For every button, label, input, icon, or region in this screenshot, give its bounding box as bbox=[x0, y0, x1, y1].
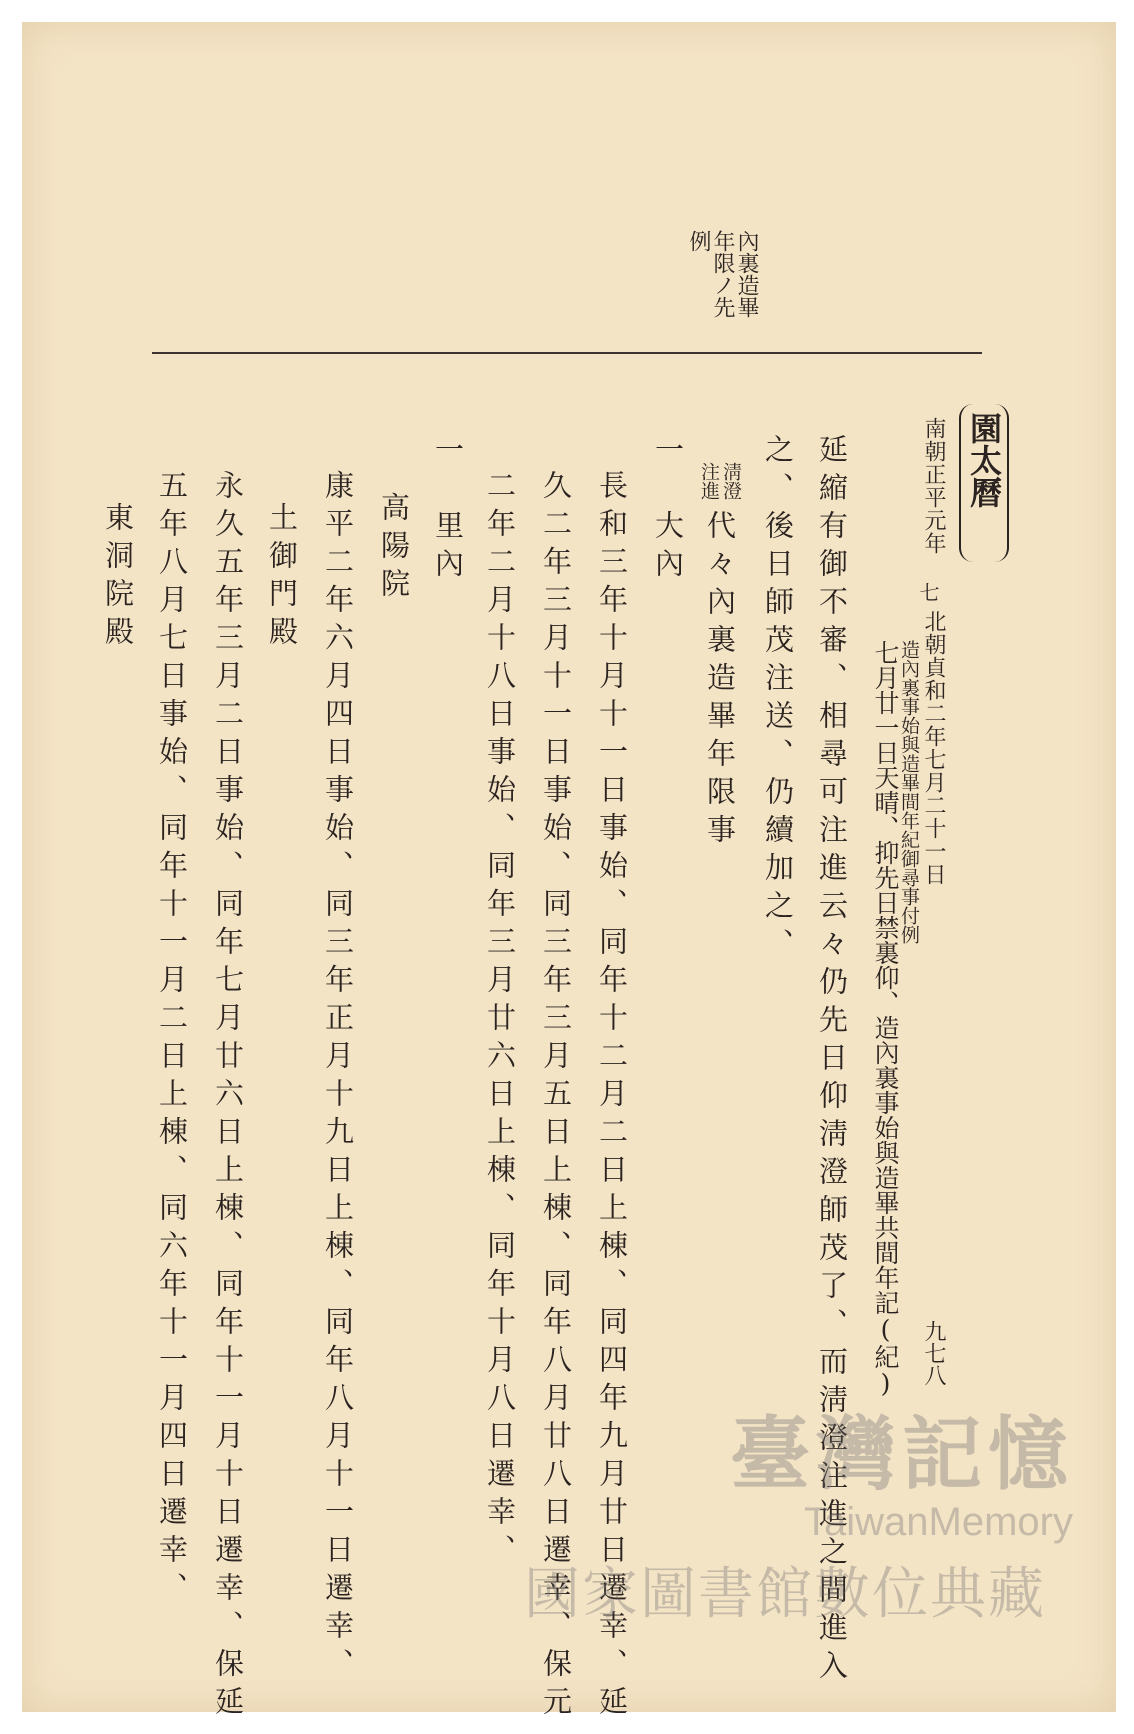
header-date: 北朝貞和二年七月二十一日 bbox=[921, 610, 946, 886]
watermark bbox=[524, 1390, 1094, 1650]
margin-note-line-3: 例 bbox=[686, 230, 711, 252]
body-note-line-2: 注進 bbox=[698, 462, 720, 500]
entry-summary-line-2: 七月廿一日天晴、抑先日禁裏仰、造內裏事始與造畢共間年記(紀) bbox=[871, 640, 900, 1398]
entry-line-10: 五年八月七日事始、同年十一月二日上棟、同六年十一月四日遷幸、 bbox=[155, 470, 189, 1610]
body-line-1: 延縮有御不審、相尋可注進云々仍先日仰淸澄師茂了、而淸澄注進之間進入 bbox=[815, 434, 849, 1688]
body-line-2: 之、後日師茂注送、仍續加之、 bbox=[761, 434, 795, 966]
entry-line-3: 久二年三月十一日事始、同三年三月五日上棟、同年八月廿八日遷幸、保元 bbox=[539, 470, 573, 1724]
entry-line-2: 長和三年十月十一日事始、同年十二月二日上棟、同四年九月廿日遷幸、延 bbox=[595, 470, 629, 1724]
entry-line-8: 土御門殿 bbox=[265, 502, 299, 654]
document-page bbox=[22, 22, 1116, 1724]
horizontal-rule bbox=[152, 352, 982, 354]
watermark-logo: 臺灣記憶 bbox=[730, 1408, 1074, 1501]
source-book-title: 園太曆 bbox=[965, 412, 1003, 508]
entry-line-5: 一 里內 bbox=[431, 434, 465, 586]
entry-line-11: 東洞院殿 bbox=[101, 502, 135, 654]
page-number: 九七八 bbox=[921, 1320, 946, 1386]
body-note-line-1: 淸澄 bbox=[720, 462, 742, 500]
header-era: 南朝正平元年 bbox=[921, 417, 946, 555]
entry-summary-line-1: 造內裏事始與造畢間年紀御尋事付例 bbox=[898, 640, 920, 944]
entry-line-6: 高陽院 bbox=[377, 492, 411, 606]
entry-line-9: 永久五年三月二日事始、同年七月廿六日上棟、同年十一月十日遷幸、保延 bbox=[211, 470, 245, 1724]
source-book-bracket bbox=[959, 404, 1009, 562]
margin-note-line-1: 內裏造畢 bbox=[734, 230, 759, 318]
watermark-org: 國家圖書館數位典藏 bbox=[524, 1562, 1046, 1627]
watermark-english: TaiwanMemory bbox=[804, 1500, 1073, 1544]
entry-line-4: 二年二月十八日事始、同年三月廿六日上棟、同年十月八日遷幸、 bbox=[483, 470, 517, 1572]
entry-line-7: 康平二年六月四日事始、同三年正月十九日上棟、同年八月十一日遷幸、 bbox=[321, 470, 355, 1686]
body-line-3: 代々內裏造畢年限事 bbox=[703, 510, 737, 852]
entry-number: 七 bbox=[916, 582, 940, 602]
entry-line-1: 一 大內 bbox=[651, 434, 685, 586]
margin-note-line-2: 年限ノ先 bbox=[710, 230, 735, 318]
